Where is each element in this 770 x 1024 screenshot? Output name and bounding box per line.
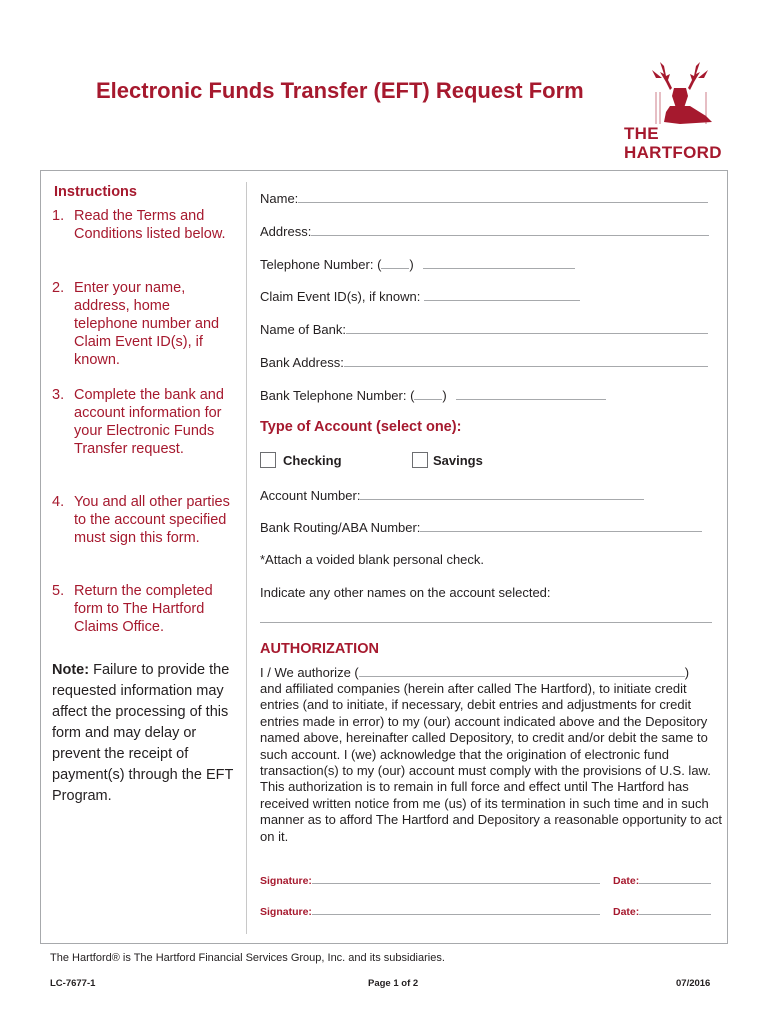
instruction-step: 3. Complete the bank and account information for your Electronic Funds Transfer request. <box>52 387 224 457</box>
attach-check-note: *Attach a voided blank personal check. <box>260 552 485 567</box>
other-names-input[interactable] <box>260 622 712 623</box>
date-field-1[interactable]: Date: <box>613 871 711 887</box>
column-divider <box>246 182 247 934</box>
authorize-field[interactable]: I / We authorize ( ) <box>260 665 690 680</box>
bank-name-field[interactable]: Name of Bank: <box>260 321 708 339</box>
instructions-heading: Instructions <box>54 184 137 200</box>
bank-telephone-field[interactable]: Bank Telephone Number: ( ) <box>260 387 606 405</box>
authorization-text: and affiliated companies (herein after called The Hartford), to initiate credit entries (and to initiate, if necessary, debit entries and adjustments for credit entries made in error) to my (our) account indicated above and the Depository named above, hereinafter called Depository, to credit and/or debit the same to such account. I (we) acknowledge that the origination of electronic fund transaction(s) to my (our) account must comply with the provisions of U.S. law. This authorization is to remain in full force and effect until The Hartford has received written notice from me (us) of its termination in such time and in such manner as to afford The Hartford and Depository a reasonable opportunity to act on it. <box>260 681 723 844</box>
authorization-heading: AUTHORIZATION <box>260 641 379 657</box>
savings-checkbox[interactable] <box>412 452 428 468</box>
account-number-field[interactable]: Account Number: <box>260 487 644 505</box>
address-field[interactable]: Address: <box>260 223 709 241</box>
page-title: Electronic Funds Transfer (EFT) Request Form <box>96 78 584 103</box>
instruction-step: 1. Read the Terms and Conditions listed below. <box>52 208 226 242</box>
savings-label: Savings <box>433 453 483 468</box>
checking-label: Checking <box>283 453 342 468</box>
form-code: LC-7677-1 <box>50 978 96 989</box>
instruction-step: 4. You and all other parties to the account specified must sign this form. <box>52 494 230 546</box>
routing-number-field[interactable]: Bank Routing/ABA Number: <box>260 519 702 537</box>
form-date: 07/2016 <box>676 978 711 989</box>
instruction-step: 2. Enter your name, address, home telephone number and Claim Event ID(s), if known. <box>52 280 220 368</box>
claim-event-id-field[interactable]: Claim Event ID(s), if known: <box>260 288 580 306</box>
telephone-field[interactable]: Telephone Number: ( ) <box>260 256 575 274</box>
date-field-2[interactable]: Date: <box>613 902 711 918</box>
page-number: Page 1 of 2 <box>368 978 419 989</box>
hartford-logo-text: THE HARTFORD <box>624 124 722 162</box>
checking-checkbox[interactable] <box>260 452 276 468</box>
other-names-label: Indicate any other names on the account selected: <box>260 585 551 600</box>
account-type-heading: Type of Account (select one): <box>260 419 462 435</box>
signature-field-2[interactable]: Signature: <box>260 902 600 918</box>
note-text: Note: Failure to provide the requested information may affect the processing of this form and may delay or prevent the receipt of payment(s) through the EFT Program. <box>52 662 234 804</box>
name-field[interactable]: Name: <box>260 190 708 208</box>
instruction-step: 5. Return the completed form to The Hartford Claims Office. <box>52 583 213 635</box>
signature-field-1[interactable]: Signature: <box>260 871 600 887</box>
footer-disclaimer: The Hartford® is The Hartford Financial Services Group, Inc. and its subsidiaries. <box>50 952 445 964</box>
bank-address-field[interactable]: Bank Address: <box>260 354 708 372</box>
